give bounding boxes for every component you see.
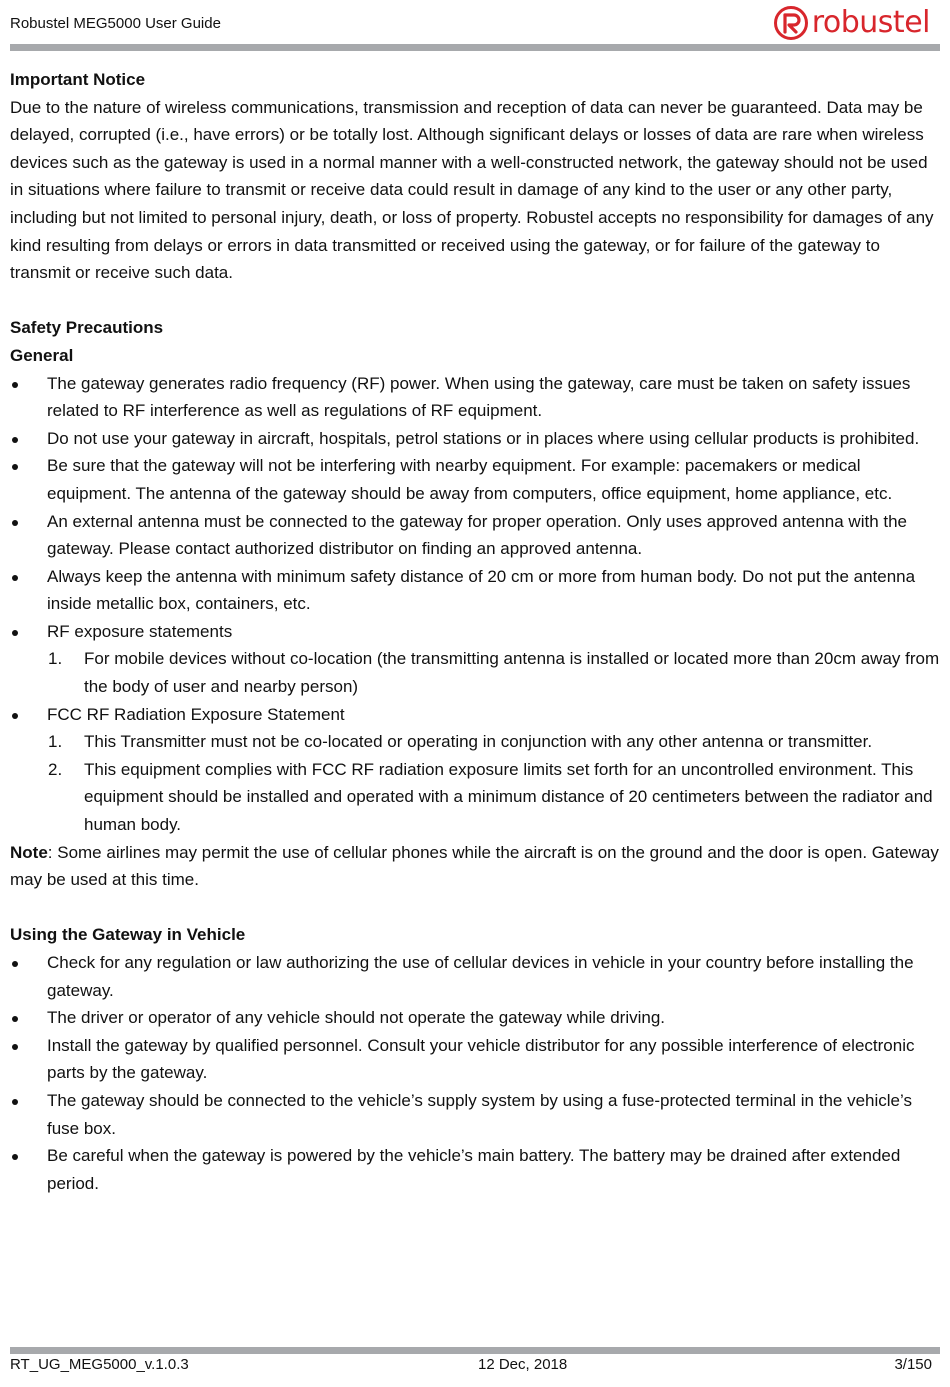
bullet-icon [12, 630, 18, 636]
page-number: 3/150 [894, 1356, 932, 1373]
list-item: An external antenna must be connected to the gateway for proper operation. Only uses approved antenna with the gateway. Please contact authorized distributor on finding an approved antenna. [10, 508, 940, 563]
vehicle-heading: Using the Gateway in Vehicle [10, 925, 246, 945]
list-item: RF exposure statements [10, 618, 940, 646]
list-item: Be careful when the gateway is powered by the vehicle’s main battery. The battery may be drained after extended period. [10, 1142, 940, 1197]
important-notice-body: Due to the nature of wireless communications, transmission and reception of data can never be guaranteed. Data may be delayed, corrupted (i.e., have errors) or be totally lost. Although significant delays or losses of data are rare when wireless devices such as the gateway is used in a normal manner with a well-constructed network, the gateway should not be used in situations where failure to transmit or receive data could result in damage of any kind to the user or any other party, including but not limited to personal injury, death, or loss of property. Robustel accepts no responsibility for damages of any kind resulting from delays or errors in data transmitted or received using the gateway, or for failure of the gateway to transmit or receive such data. [10, 97, 934, 283]
footer-divider [10, 1347, 940, 1354]
numbered-item: 2. This equipment complies with FCC RF radiation exposure limits set forth for an uncontrolled environment. This equipment should be installed and operated with a minimum distance of 20 centimeters between the radiator and human body. [48, 759, 933, 835]
list-item: The driver or operator of any vehicle should not operate the gateway while driving. [10, 1004, 940, 1032]
document-title: Robustel MEG5000 User Guide [10, 15, 221, 32]
document-date: 12 Dec, 2018 [478, 1356, 568, 1373]
important-notice-heading: Important Notice [10, 70, 146, 89]
general-subheading: General [10, 345, 74, 365]
page-content [10, 66, 940, 1197]
numbered-item: 1. This Transmitter must not be co-located or operating in conjunction with any other antenna or transmitter. [48, 732, 873, 752]
note-paragraph: Note: Some airlines may permit the use of cellular phones while the aircraft is on the ground and the door is open. Gateway may be used at this time. [10, 842, 939, 890]
robustel-logo-icon [774, 6, 808, 40]
logo-wordmark: robustel [811, 5, 930, 40]
bullet-icon [12, 1044, 18, 1050]
numbered-item: 1. For mobile devices without co-location (the transmitting antenna is installed or located more than 20cm away from the body of user and nearby person) [48, 649, 940, 697]
list-item: Do not use your gateway in aircraft, hospitals, petrol stations or in places where using cellular products is prohibited. [10, 425, 940, 453]
bullet-icon [12, 1099, 18, 1105]
page-header [10, 0, 940, 46]
list-item: Always keep the antenna with minimum safety distance of 20 cm or more from human body. Do not put the antenna inside metallic box, containers, etc. [10, 563, 940, 618]
bullet-icon [12, 520, 18, 526]
bullet-icon [12, 1016, 18, 1022]
note-label: Note [10, 842, 48, 862]
list-item: Be sure that the gateway will not be interfering with nearby equipment. For example: pacemakers or medical equipment. The antenna of the gateway should be away from computers, office equipment, home appliance, etc. [10, 452, 940, 507]
document-id: RT_UG_MEG5000_v.1.0.3 [10, 1356, 189, 1373]
bullet-icon [12, 713, 18, 719]
list-item: FCC RF Radiation Exposure Statement [10, 701, 940, 729]
bullet-icon [12, 437, 18, 443]
robustel-logo [774, 6, 930, 40]
page-footer [10, 1356, 940, 1378]
header-divider [10, 44, 940, 51]
list-item: The gateway should be connected to the vehicle’s supply system by using a fuse-protected terminal in the vehicle’s fuse box. [10, 1087, 940, 1142]
bullet-icon [12, 961, 18, 967]
bullet-icon [12, 382, 18, 388]
bullet-icon [12, 575, 18, 581]
list-item: The gateway generates radio frequency (RF) power. When using the gateway, care must be taken on safety issues related to RF interference as well as regulations of RF equipment. [10, 370, 940, 425]
bullet-icon [12, 1154, 18, 1160]
list-item: Install the gateway by qualified personnel. Consult your vehicle distributor for any possible interference of electronic parts by the gateway. [10, 1032, 940, 1087]
bullet-icon [12, 464, 18, 470]
safety-precautions-heading: Safety Precautions [10, 318, 164, 338]
list-item: Check for any regulation or law authorizing the use of cellular devices in vehicle in your country before installing the gateway. [10, 949, 940, 1004]
